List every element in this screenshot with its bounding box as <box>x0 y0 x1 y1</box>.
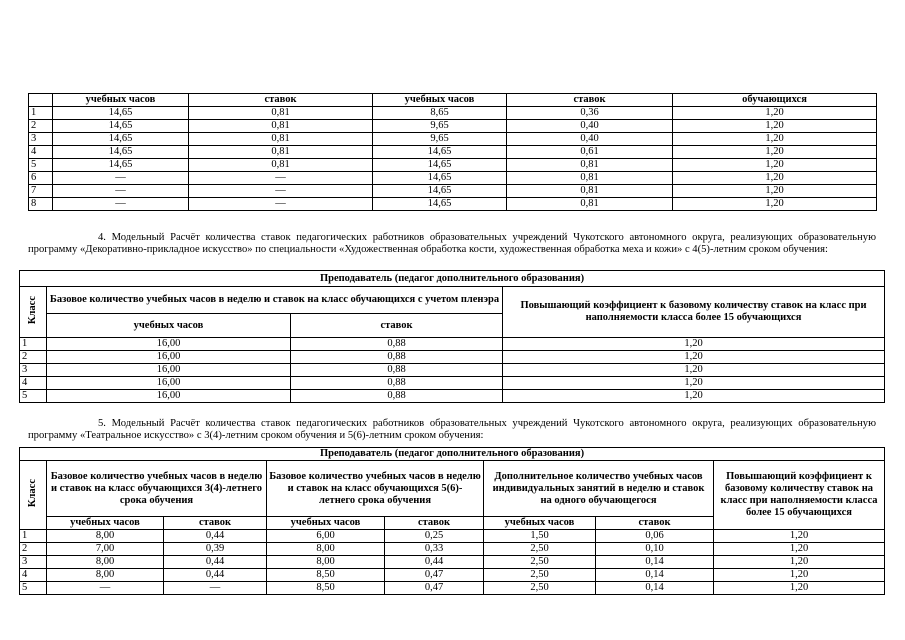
table-cell: 14,65 <box>373 185 507 198</box>
table-row <box>29 120 877 133</box>
row-class-number: 2 <box>20 543 47 556</box>
table-cell: 1,20 <box>714 530 885 543</box>
table-2-class-label: Класс <box>27 295 38 325</box>
row-class-number: 3 <box>20 364 47 377</box>
table-cell: 0,47 <box>385 582 484 595</box>
table-cell: 0,44 <box>164 556 267 569</box>
table-cell: 0,88 <box>291 338 503 351</box>
table-cell: 16,00 <box>47 390 291 403</box>
row-class-number: 1 <box>20 338 47 351</box>
table-3-class-header <box>20 461 47 530</box>
table-cell: 16,00 <box>47 351 291 364</box>
table-cell: 1,20 <box>714 556 885 569</box>
table-cell: 14,65 <box>373 172 507 185</box>
table-cell: 1,20 <box>673 159 877 172</box>
table-cell: 8,65 <box>373 107 507 120</box>
table-cell: 0,44 <box>164 530 267 543</box>
table-cell: 16,00 <box>47 364 291 377</box>
table-cell: 9,65 <box>373 133 507 146</box>
table-row <box>20 582 885 595</box>
table-3-sub-hours-3: учебных часов <box>484 517 596 530</box>
table-cell: 0,40 <box>507 120 673 133</box>
table-cell: 2,50 <box>484 543 596 556</box>
table-cell: 1,20 <box>673 107 877 120</box>
table-cell: 14,65 <box>373 146 507 159</box>
table-cell: 0,88 <box>291 390 503 403</box>
table-cell: 0,40 <box>507 133 673 146</box>
table-cell: — <box>164 582 267 595</box>
table-cell: 8,50 <box>267 582 385 595</box>
paragraph-5: 5. Модельный Расчёт количества ставок педагогических работников образовательных учреждений Чукотского автономного округа, реализующих образовательную программу «Театральное искусство» с 3(4)-летним сроком обучения и 5(6)-летним сроком обучения: <box>28 418 876 442</box>
table-cell: 0,81 <box>507 185 673 198</box>
table-cell: 8,00 <box>47 530 164 543</box>
row-class-number: 8 <box>29 198 53 211</box>
row-class-number: 5 <box>29 159 53 172</box>
table-3-title: Преподаватель (педагог дополнительного образования) <box>20 448 885 461</box>
table-cell: 1,20 <box>714 543 885 556</box>
table-cell: 0,88 <box>291 351 503 364</box>
table-2 <box>19 270 885 403</box>
table-2-sub-rates: ставок <box>291 314 503 338</box>
table-cell: 2,50 <box>484 569 596 582</box>
table-1-header-hours-2: учебных часов <box>373 94 507 107</box>
table-cell: 0,14 <box>596 569 714 582</box>
table-cell: 14,65 <box>53 107 189 120</box>
table-cell: — <box>53 172 189 185</box>
row-class-number: 3 <box>29 133 53 146</box>
table-cell: 0,44 <box>164 569 267 582</box>
table-cell: 1,20 <box>503 351 885 364</box>
row-class-number: 4 <box>20 377 47 390</box>
table-cell: 0,88 <box>291 377 503 390</box>
table-1-header-rates-2: ставок <box>507 94 673 107</box>
table-cell: — <box>47 582 164 595</box>
table-2-title: Преподаватель (педагог дополнительного образования) <box>20 271 885 287</box>
table-2-coef-header: Повышающий коэффициент к базовому количеству ставок на класс при наполняемости класса более 15 обучающихся <box>503 287 885 338</box>
row-class-number: 5 <box>20 390 47 403</box>
paragraph-4: 4. Модельный Расчёт количества ставок педагогических работников образовательных учреждений Чукотского автономного округа, реализующих образовательную программу «Декоративно-прикладное искусство» по специальности «Художественная обработка кости, художественная обработка меха и кожи» с 4(5)-летним сроком обучения: <box>28 232 876 256</box>
table-cell: 1,20 <box>503 338 885 351</box>
table-3-class-label: Класс <box>27 478 38 508</box>
table-row <box>29 107 877 120</box>
table-cell: 8,50 <box>267 569 385 582</box>
table-1 <box>28 93 877 211</box>
row-class-number: 6 <box>29 172 53 185</box>
table-cell: 1,20 <box>503 377 885 390</box>
table-3-group-1-header: Базовое количество учебных часов в неделю и ставок на класс обучающихся 3(4)-летнего срока обучения <box>47 461 267 517</box>
table-cell: 1,20 <box>673 172 877 185</box>
table-cell: — <box>53 185 189 198</box>
table-cell: 0,88 <box>291 364 503 377</box>
table-cell: 8,00 <box>47 556 164 569</box>
table-3-sub-hours-1: учебных часов <box>47 517 164 530</box>
table-cell: — <box>189 172 373 185</box>
table-cell: 0,25 <box>385 530 484 543</box>
table-cell: 0,14 <box>596 556 714 569</box>
table-3-sub-hours-2: учебных часов <box>267 517 385 530</box>
table-cell: 1,20 <box>714 569 885 582</box>
row-class-number: 2 <box>29 120 53 133</box>
table-cell: 8,00 <box>47 569 164 582</box>
table-cell: 1,20 <box>673 185 877 198</box>
table-cell: 0,44 <box>385 556 484 569</box>
row-class-number: 7 <box>29 185 53 198</box>
table-cell: — <box>189 185 373 198</box>
table-cell: 0,14 <box>596 582 714 595</box>
table-cell: 0,81 <box>507 159 673 172</box>
row-class-number: 4 <box>20 569 47 582</box>
table-cell: 0,81 <box>189 120 373 133</box>
row-class-number: 4 <box>29 146 53 159</box>
table-cell: 0,81 <box>189 159 373 172</box>
table-2-class-header <box>20 287 47 338</box>
table-3-coef-header: Повышающий коэффициент к базовому количеству ставок на класс при наполняемости класса более 15 обучающихся <box>714 461 885 530</box>
table-row <box>29 133 877 146</box>
table-cell: 0,81 <box>507 198 673 211</box>
table-cell: 16,00 <box>47 377 291 390</box>
table-3-sub-rates-3: ставок <box>596 517 714 530</box>
table-cell: 0,47 <box>385 569 484 582</box>
table-cell: 2,50 <box>484 556 596 569</box>
table-3-sub-rates-2: ставок <box>385 517 484 530</box>
table-cell: 0,81 <box>189 133 373 146</box>
table-1-header-empty <box>29 94 53 107</box>
table-3-group-2-header: Базовое количество учебных часов в неделю и ставок на класс обучающихся 5(6)- летнего срока обучения <box>267 461 484 517</box>
table-row <box>29 198 877 211</box>
table-cell: 1,20 <box>503 364 885 377</box>
table-row <box>29 159 877 172</box>
table-row <box>20 569 885 582</box>
table-cell: 0,81 <box>507 172 673 185</box>
table-cell: 0,61 <box>507 146 673 159</box>
table-cell: 6,00 <box>267 530 385 543</box>
table-row <box>20 377 885 390</box>
table-cell: 0,36 <box>507 107 673 120</box>
table-cell: 14,65 <box>53 146 189 159</box>
table-cell: 16,00 <box>47 338 291 351</box>
table-cell: 0,81 <box>189 107 373 120</box>
table-row <box>20 351 885 364</box>
row-class-number: 5 <box>20 582 47 595</box>
table-row <box>29 172 877 185</box>
table-1-header-hours-1: учебных часов <box>53 94 189 107</box>
row-class-number: 3 <box>20 556 47 569</box>
table-cell: 14,65 <box>53 133 189 146</box>
row-class-number: 1 <box>29 107 53 120</box>
table-row <box>20 338 885 351</box>
table-cell: 9,65 <box>373 120 507 133</box>
table-cell: 1,20 <box>673 146 877 159</box>
table-2-group-header: Базовое количество учебных часов в неделю и ставок на класс обучающихся с учетом пленэра <box>47 287 503 314</box>
table-cell: 14,65 <box>53 159 189 172</box>
table-cell: 8,00 <box>267 543 385 556</box>
table-row <box>29 146 877 159</box>
table-cell: 7,00 <box>47 543 164 556</box>
table-row <box>20 390 885 403</box>
table-cell: 0,39 <box>164 543 267 556</box>
table-cell: 1,20 <box>503 390 885 403</box>
table-1-header-rates-1: ставок <box>189 94 373 107</box>
table-cell: 1,20 <box>673 198 877 211</box>
table-row <box>20 530 885 543</box>
table-cell: 1,20 <box>714 582 885 595</box>
table-cell: 1,20 <box>673 133 877 146</box>
table-3-sub-rates-1: ставок <box>164 517 267 530</box>
table-cell: 1,50 <box>484 530 596 543</box>
table-cell: 0,33 <box>385 543 484 556</box>
table-cell: 1,20 <box>673 120 877 133</box>
row-class-number: 2 <box>20 351 47 364</box>
table-row <box>29 185 877 198</box>
table-cell: 0,10 <box>596 543 714 556</box>
table-cell: — <box>189 198 373 211</box>
table-cell: 14,65 <box>373 198 507 211</box>
table-cell: 0,06 <box>596 530 714 543</box>
table-cell: 2,50 <box>484 582 596 595</box>
table-row <box>20 543 885 556</box>
table-3 <box>19 447 885 595</box>
table-cell: 0,81 <box>189 146 373 159</box>
table-3-group-3-header: Дополнительное количество учебных часов индивидуальных занятий в неделю и ставок на одного обучающегося <box>484 461 714 517</box>
table-cell: — <box>53 198 189 211</box>
table-cell: 14,65 <box>373 159 507 172</box>
table-2-sub-hours: учебных часов <box>47 314 291 338</box>
table-cell: 8,00 <box>267 556 385 569</box>
table-1-header-students: обучающихся <box>673 94 877 107</box>
table-cell: 14,65 <box>53 120 189 133</box>
table-row <box>20 556 885 569</box>
row-class-number: 1 <box>20 530 47 543</box>
table-row <box>20 364 885 377</box>
